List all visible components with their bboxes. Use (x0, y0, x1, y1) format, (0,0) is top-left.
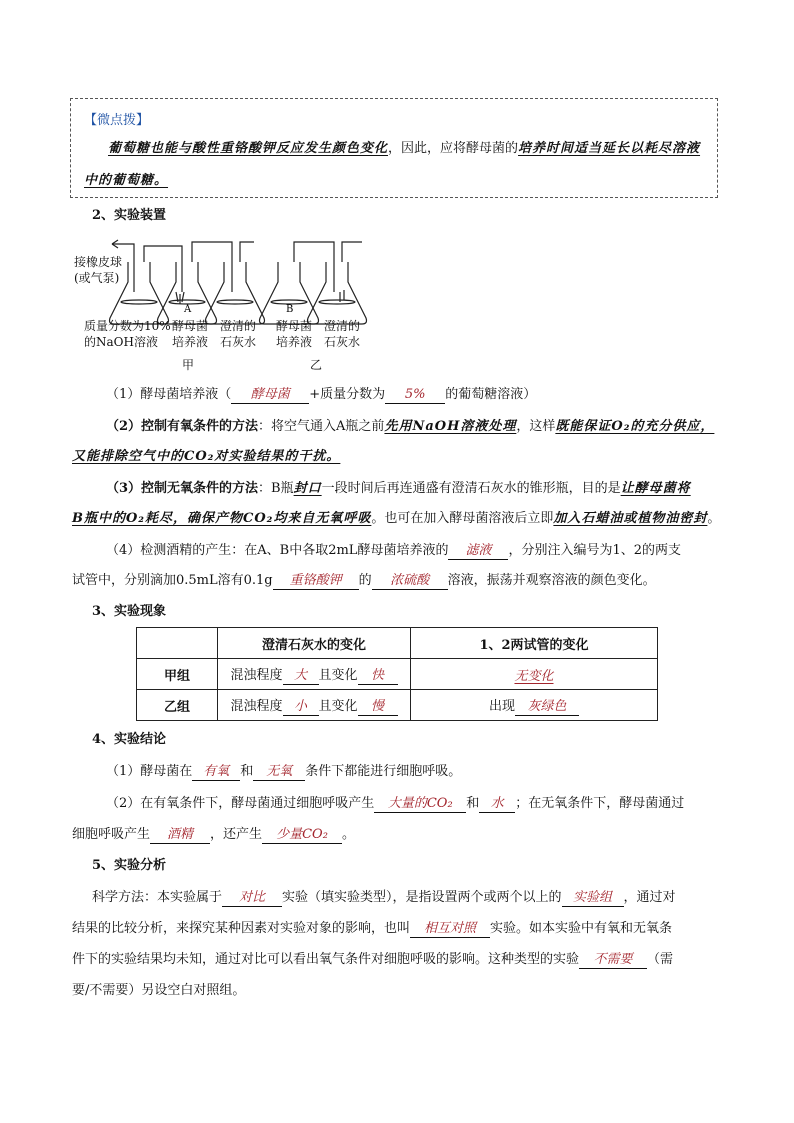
conclusion-2-f: 。 (342, 827, 356, 842)
conclusion-2-d: 细胞呼吸产生 (72, 827, 151, 842)
answer-cell: 慢 (358, 699, 398, 716)
answer-groups: 实验组 (562, 890, 624, 907)
answer-cell: 大 (283, 668, 319, 685)
para-1-text: （1）酵母菌培养液（ (106, 387, 232, 402)
cell-text: 且变化 (318, 667, 358, 683)
pump-label-1: 接橡皮球 (74, 255, 123, 269)
table-cell-group: 甲组 (137, 659, 218, 690)
para-2-e: 既能保证O₂的充分供应， (555, 419, 715, 434)
section-3-heading: 3、实验现象 (92, 604, 167, 619)
para-3-e: 让酵母菌将 (620, 481, 691, 496)
conclusion-2-c: ；在无氧条件下，酵母菌通过 (515, 796, 685, 811)
label-lime2-1: 澄清的 (324, 319, 361, 333)
answer-cell: 快 (358, 668, 398, 685)
conclusion-1 (106, 763, 461, 781)
analysis-c: ，通过对 (623, 890, 676, 905)
tip-line-2 (84, 172, 168, 190)
flask-b-label: B (286, 304, 294, 315)
label-yeast2-1: 酵母菌 (276, 319, 313, 333)
para-4-a: （4）检测酒精的产生：在A、B中各取2mL酵母菌培养液的 (106, 543, 449, 558)
answer-dichromate: 重铬酸钾 (273, 573, 359, 590)
analysis-f: 件下的实验结果均未知，通过对比可以看出氧气条件对细胞呼吸的影响。这种类型的实验 (72, 952, 580, 967)
para-4-d: 的 (358, 573, 372, 588)
para-4-b: ，分别注入编号为1、2的两支 (508, 543, 681, 558)
section-4-heading: 4、实验结论 (92, 732, 167, 747)
para-3-line-1 (106, 480, 691, 498)
tip-text-4: 中的葡萄糖。 (84, 173, 169, 188)
conclusion-1-b: 和 (240, 764, 254, 779)
conclusion-2-line-1 (106, 795, 684, 813)
table-header-row (137, 628, 658, 659)
para-3-c: 封口 (293, 481, 322, 496)
cell-text: 且变化 (318, 698, 358, 714)
analysis-e: 实验。如本实验中有氧和无氧条 (490, 921, 673, 936)
analysis-line-2 (72, 920, 672, 938)
answer-5pct: 5% (385, 387, 445, 404)
para-3-g: 。也可在加入酵母菌溶液后立即 (371, 511, 554, 526)
table-cell-group: 乙组 (137, 690, 218, 721)
analysis-line-3 (72, 951, 673, 969)
para-4-line-1 (106, 542, 681, 560)
conclusion-2-line-2 (72, 826, 355, 844)
answer-not-needed: 不需要 (579, 952, 647, 969)
table-cell-lime (218, 690, 411, 721)
para-2-d: ，这样 (516, 419, 556, 434)
cell-text: 混浊程度 (230, 698, 283, 714)
label-naoh-1: 质量分数为10% (84, 319, 171, 333)
tip-line-1 (108, 140, 700, 158)
apparatus-figure (72, 232, 372, 372)
para-3-f: B瓶中的O₂耗尽，确保产物CO₂均来自无氧呼吸 (72, 511, 372, 526)
para-3-d: 一段时间后再连通盛有澄清石灰水的锥形瓶，目的是 (321, 481, 621, 496)
tip-text-1: 葡萄糖也能与酸性重铬酸钾反应发生颜色变化 (108, 141, 389, 156)
answer-cell: 灰绿色 (515, 699, 579, 716)
para-2-f: 又能排除空气中的CO₂对实验结果的干扰。 (72, 449, 341, 464)
conclusion-1-c: 条件下都能进行细胞呼吸。 (305, 764, 462, 779)
results-table (136, 627, 658, 721)
para-1-post: 的葡萄糖溶液） (445, 387, 537, 402)
answer-alcohol: 酒精 (150, 827, 210, 844)
para-4-c: 试管中，分别滴加0.5mL溶有0.1g (72, 573, 273, 588)
para-3-i: 。 (707, 511, 721, 526)
answer-filtrate: 滤液 (448, 543, 508, 560)
answer-aerobic: 有氧 (192, 764, 240, 781)
answer-anaerobic: 无氧 (253, 764, 305, 781)
group-jia-label: 甲 (182, 358, 195, 372)
para-1-mid: +质量分数为 (309, 387, 386, 402)
answer-co2-small: 少量CO₂ (262, 827, 342, 844)
tip-title: 【微点拨】 (84, 113, 150, 128)
para-3-a: （3）控制无氧条件的方法 (106, 481, 259, 496)
answer-contrast: 对比 (222, 890, 282, 907)
section-5-heading: 5、实验分析 (92, 858, 167, 873)
tip-text-2: ，因此，应将酵母菌的 (388, 141, 519, 156)
answer-cell: 无变化 (514, 668, 554, 684)
label-yeast2-2: 培养液 (276, 335, 313, 349)
analysis-g: （需 (647, 952, 674, 967)
label-lime-1: 澄清的 (220, 319, 257, 333)
group-yi-label: 乙 (310, 358, 323, 372)
analysis-line-4: 要/不需要）另设空白对照组。 (72, 983, 246, 998)
para-1 (106, 386, 536, 404)
label-yeast-2: 培养液 (172, 335, 209, 349)
analysis-a: 科学方法：本实验属于 (92, 890, 223, 905)
para-4-line-2 (72, 572, 656, 590)
label-lime-2: 石灰水 (220, 335, 257, 349)
table-cell-tube (411, 659, 658, 690)
para-2-a: （2）控制有氧条件的方法 (106, 419, 259, 434)
analysis-b: 实验（填实验类型），是指设置两个或两个以上的 (282, 890, 562, 905)
table-row (137, 659, 658, 690)
table-cell-tube (411, 690, 658, 721)
para-2-b: ：将空气通入A瓶之前 (258, 419, 385, 434)
para-3-h: 加入石蜡油或植物油密封 (553, 511, 708, 526)
answer-yeast: 酵母菌 (231, 387, 309, 404)
answer-water: 水 (479, 796, 515, 813)
tip-text-3: 培养时间适当延长以耗尽溶液 (518, 141, 701, 156)
para-2-line-1 (106, 418, 714, 436)
section-2-heading: 2、实验装置 (92, 208, 167, 223)
label-yeast-1: 酵母菌 (172, 319, 209, 333)
flask-a-label: A (184, 304, 192, 315)
cell-text: 混浊程度 (230, 667, 283, 683)
para-3-b: ：B瓶 (258, 481, 294, 496)
analysis-d: 结果的比较分析，来探究某种因素对实验对象的影响，也叫 (72, 921, 411, 936)
table-header-cell: 1、2两试管的变化 (411, 628, 658, 659)
conclusion-1-a: （1）酵母菌在 (106, 764, 193, 779)
para-3-line-2 (72, 510, 720, 528)
conclusion-2-b: 和 (466, 796, 480, 811)
analysis-line-1 (92, 889, 676, 907)
answer-mutual: 相互对照 (410, 921, 490, 938)
answer-sulfuric: 浓硫酸 (372, 573, 448, 590)
conclusion-2-e: ，还产生 (210, 827, 263, 842)
table-cell-lime (218, 659, 411, 690)
para-2-line-2 (72, 448, 340, 466)
answer-cell: 小 (283, 699, 319, 716)
answer-co2-large: 大量的CO₂ (374, 796, 466, 813)
label-lime2-2: 石灰水 (324, 335, 361, 349)
conclusion-2-a: （2）在有氧条件下，酵母菌通过细胞呼吸产生 (106, 796, 375, 811)
pump-label-2: (或气泵) (74, 271, 120, 285)
cell-text: 出现 (488, 698, 515, 714)
para-4-e: 溶液，振荡并观察溶液的颜色变化。 (447, 573, 656, 588)
table-row (137, 690, 658, 721)
table-header-cell: 澄清石灰水的变化 (218, 628, 411, 659)
para-2-c: 先用NaOH溶液处理 (384, 419, 517, 434)
label-naoh-2: 的NaOH溶液 (84, 335, 158, 349)
table-header-cell (137, 628, 218, 659)
